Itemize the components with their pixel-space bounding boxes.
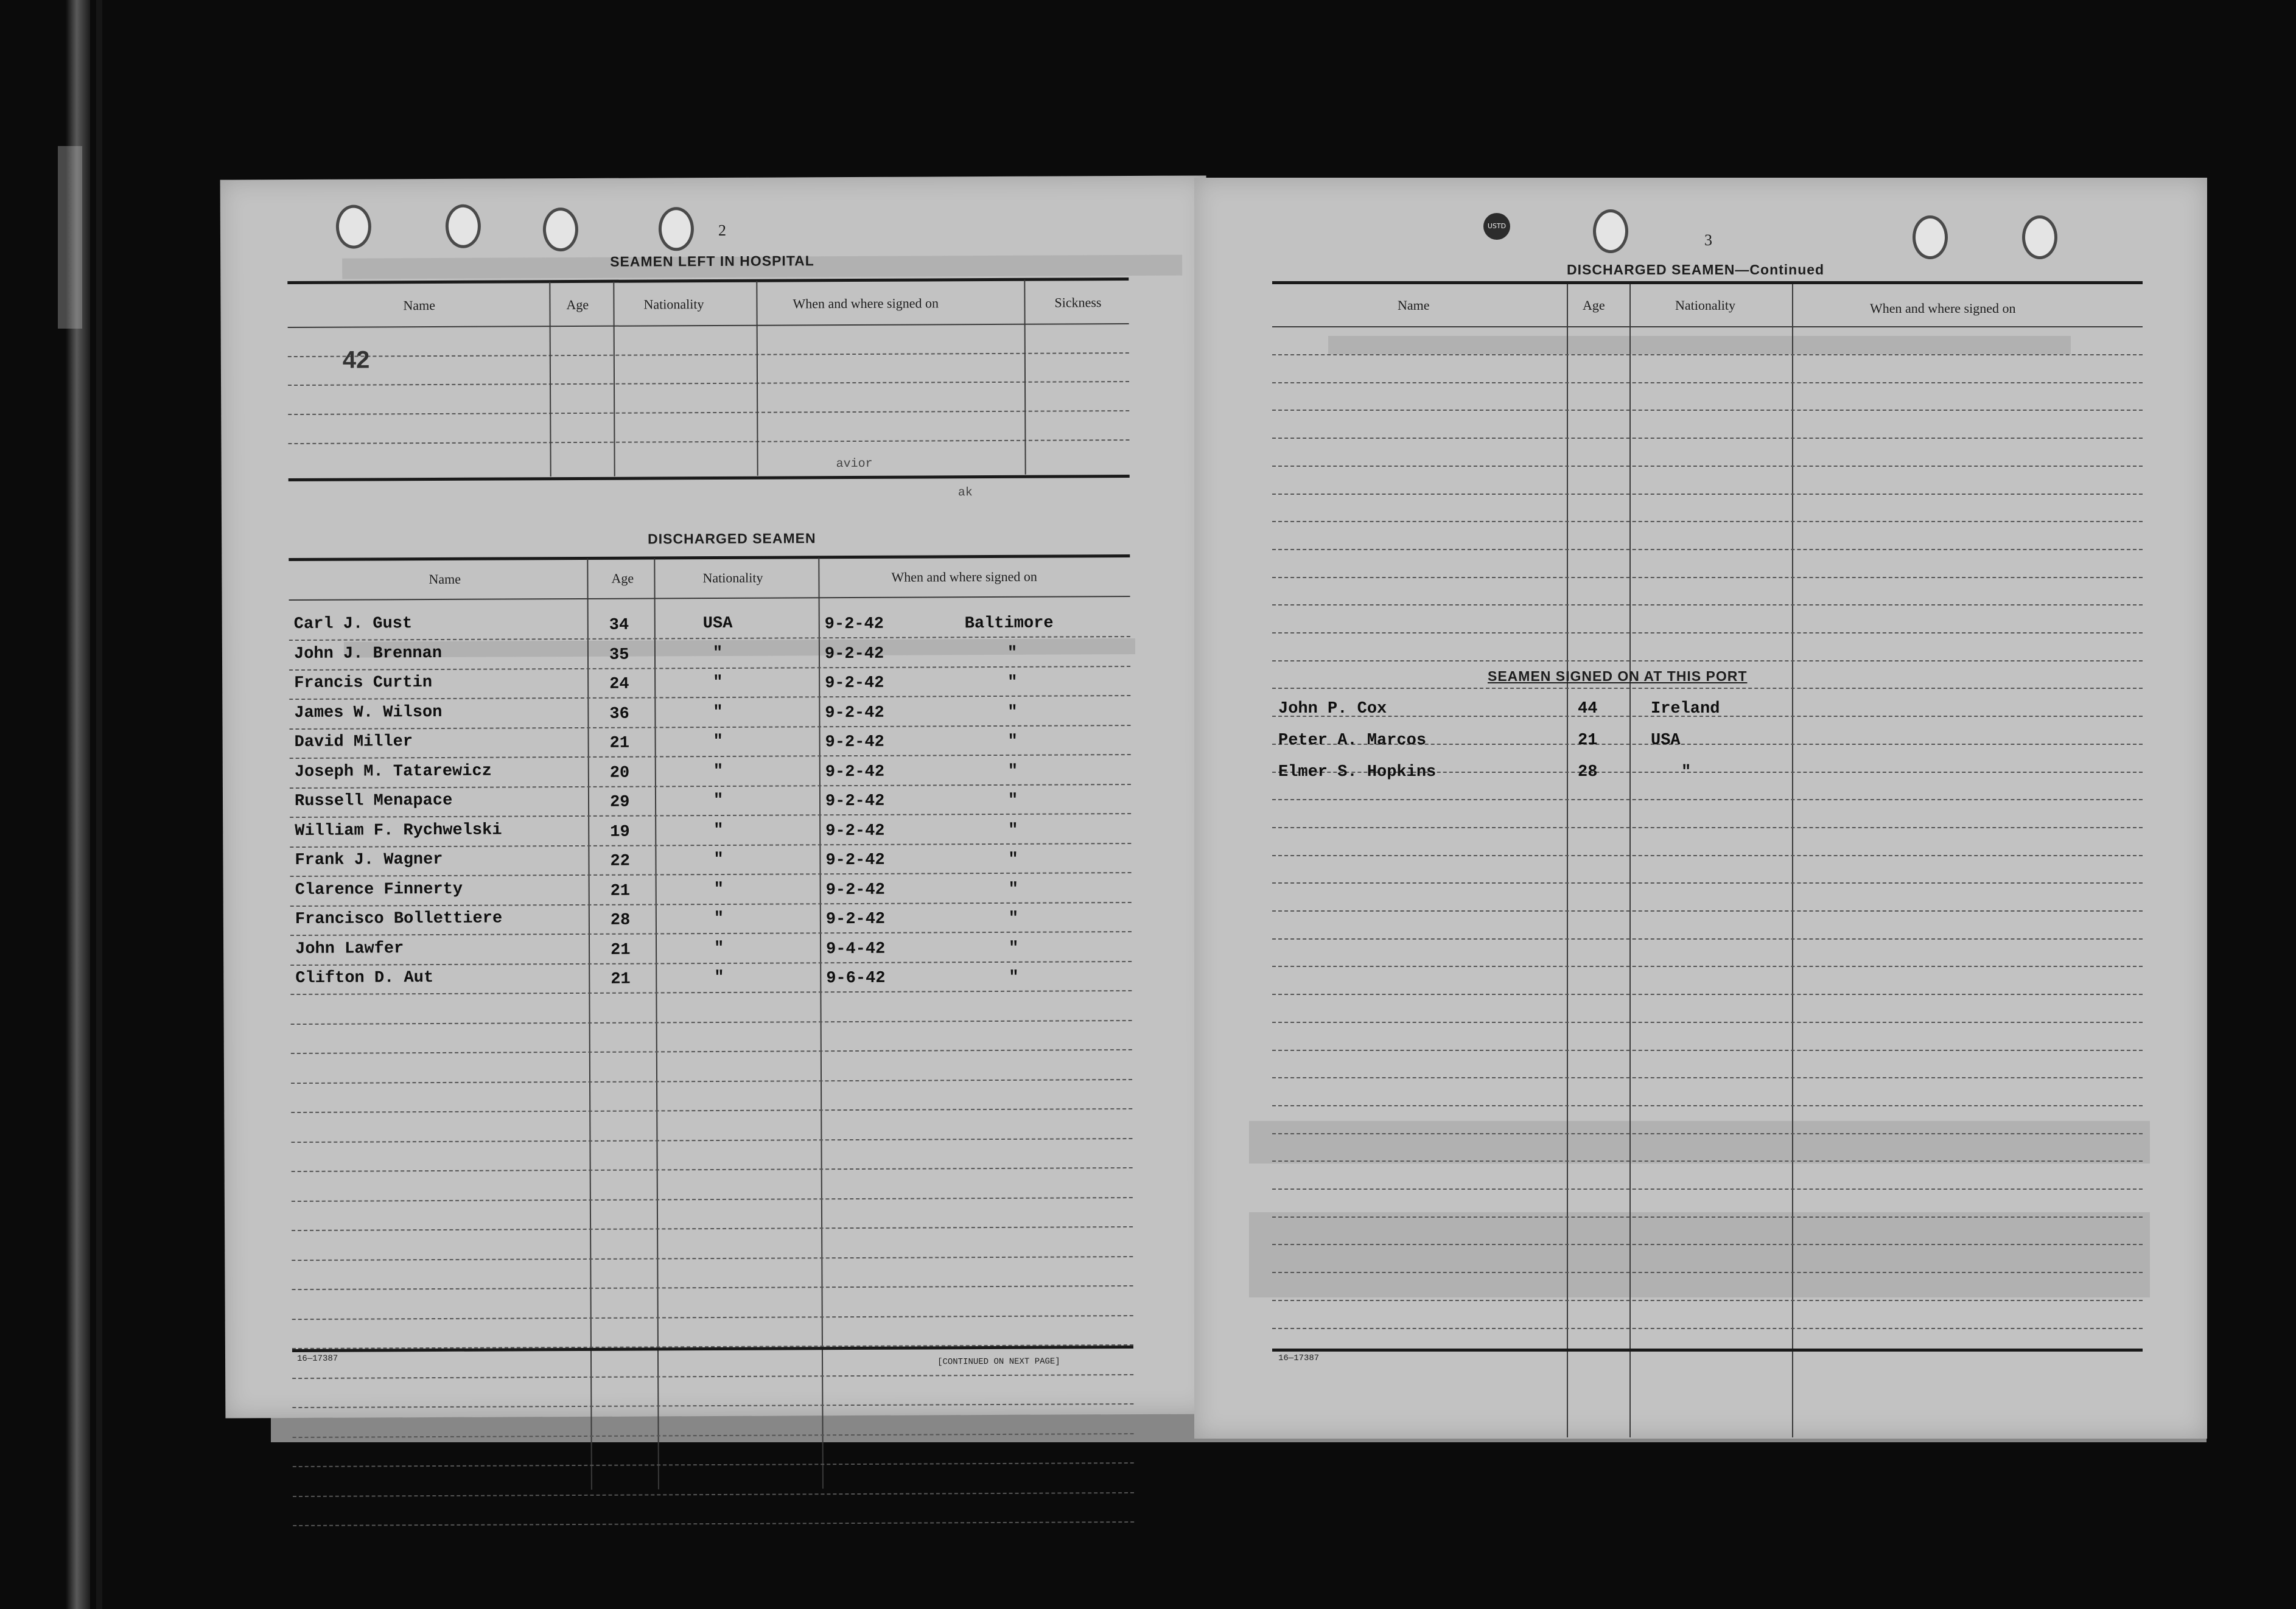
discharged-age: 21 xyxy=(609,734,630,753)
column-divider xyxy=(613,282,615,476)
ruled-line xyxy=(293,1521,1134,1526)
signed-on-age: 44 xyxy=(1578,700,1598,718)
column-divider xyxy=(1567,284,1568,1437)
ruled-line xyxy=(291,1079,1132,1084)
ruled-line xyxy=(1272,577,2143,578)
ruled-line xyxy=(290,843,1131,848)
ruled-line xyxy=(1272,1272,2143,1273)
discharged-date: 9-2-42 xyxy=(825,792,885,811)
discharged-date: 9-2-42 xyxy=(824,615,884,634)
punch-hole-icon xyxy=(543,208,578,251)
right-page xyxy=(1194,178,2207,1439)
discharged-name: David Miller xyxy=(294,733,413,752)
ruled-line xyxy=(292,1374,1133,1379)
discharged-age: 21 xyxy=(611,970,631,989)
hospital-col-nationality: Nationality xyxy=(643,296,704,312)
page-number: 2 xyxy=(718,221,727,239)
discharged-place: " xyxy=(1007,644,1018,663)
rule xyxy=(289,596,1130,601)
ruled-line xyxy=(1272,1105,2143,1106)
ruled-line xyxy=(1272,354,2143,355)
discharged-date: 9-4-42 xyxy=(826,940,886,958)
ruled-line xyxy=(1272,938,2143,940)
handwritten-mark: avior xyxy=(836,456,873,472)
ruled-line xyxy=(1272,910,2143,912)
discharged-date: 9-2-42 xyxy=(825,674,884,693)
discharged-age: 35 xyxy=(609,646,629,665)
discharged-date: 9-2-42 xyxy=(825,703,884,722)
continued-col-name: Name xyxy=(1398,298,1430,313)
left-page xyxy=(220,175,1212,1418)
discharged-place: " xyxy=(1009,939,1019,958)
punch-hole-icon xyxy=(446,204,481,248)
ruled-line xyxy=(1272,1300,2143,1301)
ruled-line xyxy=(290,754,1131,759)
signed-on-name: Peter A. Marcos xyxy=(1278,731,1427,750)
discharged-place: " xyxy=(1007,673,1018,692)
rule xyxy=(288,410,1129,415)
ruled-line xyxy=(1272,1216,2143,1218)
ruled-line xyxy=(292,1256,1133,1261)
discharged-name: Francisco Bollettiere xyxy=(295,909,503,929)
ruled-line xyxy=(1272,994,2143,995)
discharged-age: 24 xyxy=(609,675,629,694)
signed-on-name: John P. Cox xyxy=(1278,700,1387,718)
ruled-line xyxy=(1272,1161,2143,1162)
discharged-date: 9-2-42 xyxy=(824,644,884,663)
bleed-through-text xyxy=(1249,1121,2150,1164)
punch-hole-icon xyxy=(2022,215,2057,259)
ruled-line xyxy=(289,695,1130,700)
ruled-line xyxy=(1272,1050,2143,1051)
discharged-col-nationality: Nationality xyxy=(702,570,763,586)
discharged-nationality: " xyxy=(713,880,724,899)
discharged-nationality: " xyxy=(714,968,724,988)
continued-col-age: Age xyxy=(1583,298,1605,313)
discharged-date: 9-2-42 xyxy=(825,881,885,899)
ruled-line xyxy=(292,1226,1133,1231)
discharged-age: 22 xyxy=(610,852,630,871)
ruled-line xyxy=(290,813,1131,818)
ruled-line xyxy=(290,902,1132,907)
discharged-nationality: " xyxy=(713,732,723,752)
discharged-date: 9-2-42 xyxy=(825,822,885,840)
signed-on-age: 21 xyxy=(1578,731,1598,750)
discharged-continued-title: DISCHARGED SEAMEN—Continued xyxy=(1567,262,1825,277)
ruled-line xyxy=(291,1108,1132,1113)
signed-on-name: Elmer S. Hopkins xyxy=(1278,763,1437,781)
discharged-name: John J. Brennan xyxy=(293,644,443,663)
punch-hole-icon xyxy=(1913,215,1948,259)
discharged-age: 19 xyxy=(610,823,630,842)
discharged-section-title: DISCHARGED SEAMEN xyxy=(648,530,816,547)
signed-on-section-title: SEAMEN SIGNED ON AT THIS PORT xyxy=(1488,668,1748,684)
discharged-nationality: " xyxy=(713,850,724,870)
continued-col-nationality: Nationality xyxy=(1675,298,1735,313)
discharged-place: " xyxy=(1008,821,1018,840)
ruled-line xyxy=(293,1492,1134,1497)
discharged-date: 9-6-42 xyxy=(826,969,886,988)
column-divider xyxy=(756,281,758,476)
column-divider xyxy=(1792,284,1793,1437)
discharged-nationality: " xyxy=(713,673,723,693)
punch-hole-icon xyxy=(336,204,371,248)
form-number: 16—17387 xyxy=(1278,1353,1320,1363)
discharged-name: Joseph M. Tatarewicz xyxy=(294,762,492,781)
discharged-name: John Lawfer xyxy=(295,939,404,958)
discharged-nationality: " xyxy=(713,762,724,781)
continued-note: [CONTINUED ON NEXT PAGE] xyxy=(937,1356,1060,1367)
discharged-age: 20 xyxy=(609,764,630,783)
ruled-line xyxy=(1272,604,2143,606)
discharged-age: 34 xyxy=(609,616,629,635)
discharged-col-name: Name xyxy=(429,571,461,587)
ruled-line xyxy=(1272,688,2143,689)
discharged-place: " xyxy=(1007,703,1018,722)
signed-on-nationality: USA xyxy=(1651,731,1681,750)
bleed-through-text xyxy=(1328,336,2071,354)
ruled-line xyxy=(290,990,1132,995)
discharged-date: 9-2-42 xyxy=(825,910,886,929)
ruled-line xyxy=(1272,1022,2143,1023)
ruled-line xyxy=(1272,382,2143,383)
discharged-place: " xyxy=(1008,909,1019,928)
handwritten-mark: ak xyxy=(957,486,973,500)
discharged-nationality: " xyxy=(714,939,724,958)
film-edge-dark xyxy=(96,0,102,1609)
ruled-line xyxy=(292,1403,1133,1408)
hospital-section-title: SEAMEN LEFT IN HOSPITAL xyxy=(610,253,814,270)
ruled-line xyxy=(292,1285,1133,1290)
bleed-through-text xyxy=(1249,1212,2150,1297)
rule xyxy=(288,439,1129,444)
continued-col-signed-on: When and where signed on xyxy=(1870,301,2016,316)
discharged-place: " xyxy=(1007,762,1018,781)
ruled-line xyxy=(1272,438,2143,439)
ruled-line xyxy=(290,725,1131,730)
signed-on-age: 28 xyxy=(1578,763,1598,781)
rule xyxy=(289,554,1130,561)
discharged-name: Francis Curtin xyxy=(294,674,433,693)
ruled-line xyxy=(1272,799,2143,800)
ruled-line xyxy=(1272,882,2143,884)
stamp-icon: USTD xyxy=(1483,213,1510,240)
column-divider xyxy=(1024,280,1026,475)
ruled-line xyxy=(290,931,1132,936)
discharged-name: Carl J. Gust xyxy=(293,615,413,634)
signed-on-nationality: Ireland xyxy=(1651,700,1720,718)
hospital-col-sickness: Sickness xyxy=(1054,295,1102,310)
handwritten-mark: 42 xyxy=(342,346,370,374)
ruled-line xyxy=(291,1138,1132,1143)
ruled-line xyxy=(1272,1244,2143,1245)
discharged-name: Frank J. Wagner xyxy=(295,850,443,870)
hospital-col-name: Name xyxy=(403,298,436,313)
discharged-place: Baltimore xyxy=(964,614,1054,633)
ruled-line xyxy=(292,1167,1133,1172)
discharged-nationality: USA xyxy=(702,614,733,633)
discharged-name: William F. Rychwelski xyxy=(295,821,502,840)
column-divider xyxy=(1629,284,1631,1437)
form-number: 16—17387 xyxy=(296,1353,338,1364)
ruled-line xyxy=(290,784,1131,789)
discharged-name: Clarence Finnerty xyxy=(295,880,463,899)
hospital-col-signed-on: When and where signed on xyxy=(793,295,939,312)
signed-on-nationality: " xyxy=(1681,763,1692,781)
page-number: 3 xyxy=(1704,231,1712,249)
punch-hole-icon xyxy=(659,207,694,251)
ruled-line xyxy=(292,1315,1133,1320)
rule xyxy=(288,381,1129,386)
ruled-line xyxy=(1272,632,2143,633)
discharged-name: James W. Wilson xyxy=(294,703,443,722)
discharged-place: " xyxy=(1007,732,1018,751)
discharged-nationality: " xyxy=(713,821,724,840)
discharged-age: 21 xyxy=(610,882,631,901)
ruled-line xyxy=(1272,1328,2143,1329)
discharged-nationality: " xyxy=(713,703,723,722)
rule xyxy=(1272,1349,2143,1352)
ruled-line xyxy=(1272,1133,2143,1134)
ruled-line xyxy=(1272,521,2143,522)
rule xyxy=(288,352,1129,357)
ruled-line xyxy=(1272,1188,2143,1190)
discharged-age: 29 xyxy=(609,793,630,812)
discharged-place: " xyxy=(1008,850,1018,869)
rule xyxy=(1272,326,2143,327)
discharged-col-signed-on: When and where signed on xyxy=(891,568,1037,585)
discharged-col-age: Age xyxy=(611,570,634,586)
discharged-age: 21 xyxy=(611,941,631,960)
discharged-nationality: " xyxy=(713,909,724,929)
film-margin-mark xyxy=(58,146,82,329)
rule xyxy=(288,323,1129,328)
discharged-age: 28 xyxy=(610,911,631,930)
column-divider xyxy=(549,282,551,476)
ruled-line xyxy=(1272,410,2143,411)
ruled-line xyxy=(1272,827,2143,828)
discharged-place: " xyxy=(1009,968,1019,987)
discharged-date: 9-2-42 xyxy=(825,763,885,781)
ruled-line xyxy=(1272,855,2143,856)
ruled-line xyxy=(1272,466,2143,467)
discharged-place: " xyxy=(1007,791,1018,810)
discharged-date: 9-2-42 xyxy=(825,851,885,870)
discharged-name: Clifton D. Aut xyxy=(295,969,434,988)
ruled-line xyxy=(291,1020,1132,1025)
rule xyxy=(1272,281,2143,284)
discharged-name: Russell Menapace xyxy=(294,791,453,811)
ruled-line xyxy=(291,1049,1132,1054)
discharged-nationality: " xyxy=(713,791,724,811)
discharged-nationality: " xyxy=(712,644,723,663)
ruled-line xyxy=(292,1197,1133,1202)
ruled-line xyxy=(290,961,1132,966)
discharged-age: 36 xyxy=(609,705,629,724)
hospital-col-age: Age xyxy=(566,296,589,313)
ruled-line xyxy=(1272,494,2143,495)
ruled-line xyxy=(1272,660,2143,661)
ruled-line xyxy=(290,872,1132,877)
ruled-line xyxy=(289,666,1130,671)
rule xyxy=(289,475,1130,481)
discharged-date: 9-2-42 xyxy=(825,733,884,752)
ruled-line xyxy=(1272,1077,2143,1078)
ruled-line xyxy=(1272,966,2143,967)
ruled-line xyxy=(293,1462,1134,1467)
punch-hole-icon xyxy=(1593,209,1628,253)
ruled-line xyxy=(1272,549,2143,550)
discharged-place: " xyxy=(1008,880,1018,899)
